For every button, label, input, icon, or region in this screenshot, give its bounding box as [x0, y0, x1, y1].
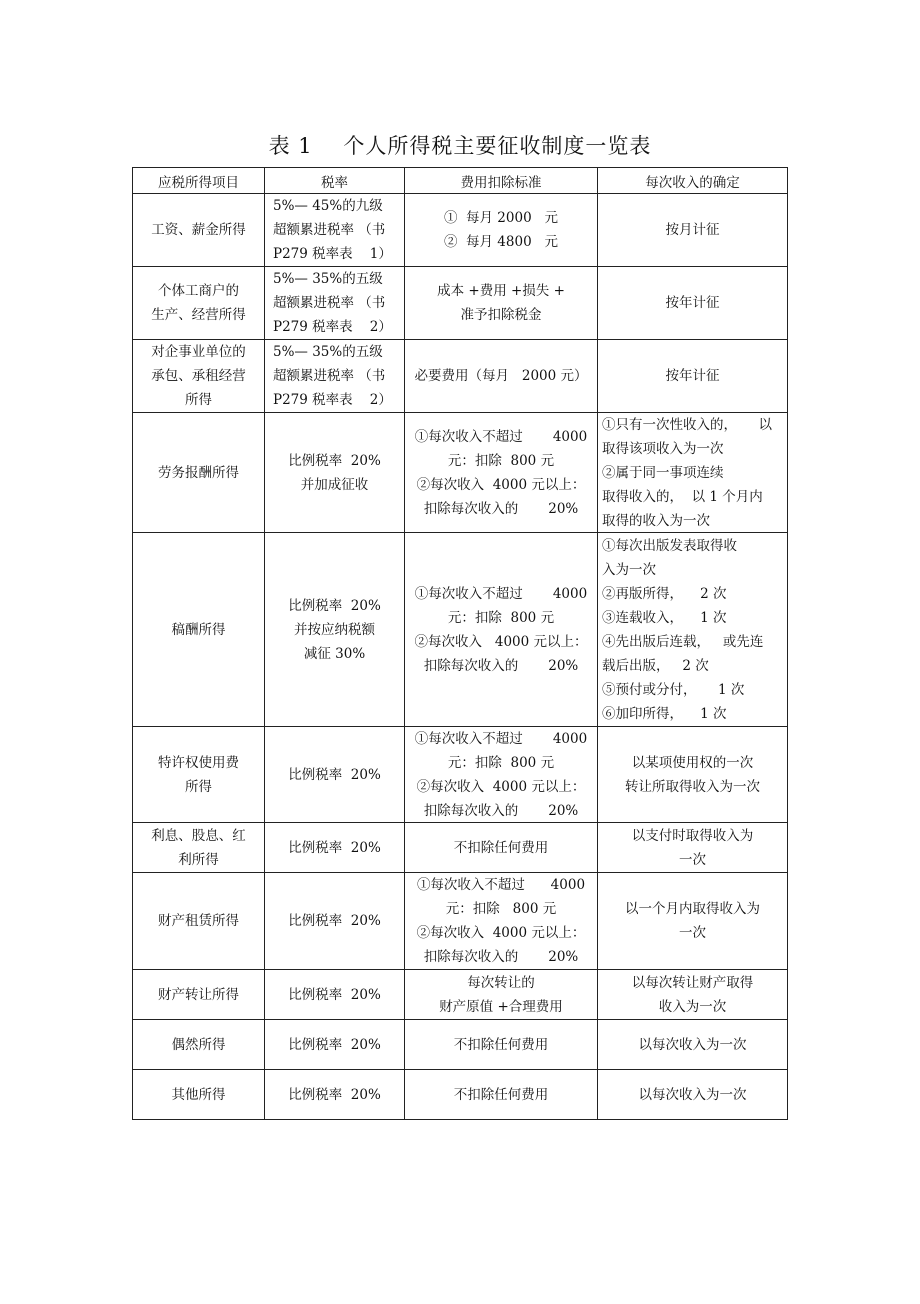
- cell-item: [133, 873, 265, 970]
- cell-deduction: [405, 533, 598, 727]
- cell-line: 按年计征: [665, 368, 720, 384]
- cell-line: 减征 30%: [303, 645, 366, 662]
- cell-income: [598, 873, 788, 970]
- cell-item: [133, 727, 265, 823]
- cell-line: 并加成征收: [300, 476, 369, 493]
- header-rate: 税率: [265, 168, 405, 194]
- cell-income: [598, 1070, 788, 1120]
- cell-line: 工资、薪金所得: [151, 222, 246, 238]
- cell-line: ① 每月 2000 元: [443, 210, 559, 226]
- cell-line: 扣除每次收入的 20%: [423, 949, 579, 965]
- table-row: [133, 533, 788, 727]
- cell-line: 元：扣除 800 元: [447, 609, 555, 626]
- cell-rate: [265, 727, 405, 823]
- cell-income: [598, 340, 788, 413]
- table-row: [133, 340, 788, 413]
- table-row: [133, 267, 788, 340]
- header-item: 应税所得项目: [133, 168, 265, 194]
- cell-line: 超额累进税率 （书: [273, 295, 386, 311]
- cell-income: [598, 727, 788, 823]
- cell-line: 所得: [185, 392, 212, 408]
- cell-deduction: [405, 340, 598, 413]
- cell-line: 超额累进税率 （书: [273, 222, 386, 238]
- cell-line: 一次: [679, 925, 706, 941]
- cell-income: [598, 1020, 788, 1070]
- cell-line: ②每次收入 4000 元以上：: [414, 633, 588, 650]
- cell-line: P279 税率表 1）: [273, 246, 392, 262]
- cell-deduction: [405, 1020, 598, 1070]
- cell-item: [133, 194, 265, 267]
- cell-line: 以一个月内取得收入为: [625, 901, 760, 917]
- cell-rate: [265, 823, 405, 873]
- cell-line: 按月计征: [665, 222, 720, 238]
- cell-line: ②每次收入 4000 元以上：: [416, 476, 586, 493]
- cell-line: 特许权使用费: [158, 754, 239, 771]
- cell-line: 利所得: [178, 851, 219, 868]
- cell-item: [133, 413, 265, 533]
- cell-line: ①每次出版发表取得收: [602, 537, 737, 554]
- cell-income: [598, 413, 788, 533]
- cell-rate: [265, 533, 405, 727]
- table-row: [133, 970, 788, 1020]
- cell-line: 超额累进税率 （书: [273, 368, 386, 384]
- cell-deduction: [405, 413, 598, 533]
- tax-table: [132, 167, 788, 1120]
- cell-income: [598, 533, 788, 727]
- cell-deduction: [405, 727, 598, 823]
- cell-line: 承包、承租经营: [151, 368, 246, 384]
- cell-line: ② 每月 4800 元: [443, 234, 559, 250]
- cell-line: 比例税率 20%: [288, 913, 381, 929]
- cell-line: 财产租赁所得: [158, 913, 239, 929]
- cell-line: 不扣除任何费用: [453, 1086, 549, 1103]
- cell-item: [133, 267, 265, 340]
- cell-line: 比例税率 20%: [288, 452, 381, 469]
- cell-line: 5%— 35%的五级: [273, 344, 383, 360]
- cell-line: 生产、经营所得: [151, 307, 246, 323]
- table-row: [133, 194, 788, 267]
- cell-line: 比例税率 20%: [288, 1086, 381, 1103]
- cell-deduction: [405, 823, 598, 873]
- cell-line: 财产转让所得: [158, 986, 239, 1003]
- cell-line: 利息、股息、红: [151, 827, 246, 844]
- cell-line: 财产原值 +合理费用: [439, 998, 563, 1015]
- cell-income: [598, 194, 788, 267]
- cell-line: 成本 +费用 +损失 +: [437, 283, 565, 299]
- cell-line: 取得收入的， 以 1 个月内: [602, 488, 763, 505]
- cell-rate: [265, 970, 405, 1020]
- cell-line: 以每次收入为一次: [638, 1086, 747, 1103]
- cell-line: 劳务报酬所得: [158, 464, 239, 481]
- cell-income: [598, 823, 788, 873]
- cell-line: P279 税率表 2）: [273, 319, 392, 335]
- table-row: [133, 413, 788, 533]
- cell-deduction: [405, 194, 598, 267]
- cell-line: 以某项使用权的一次: [631, 754, 754, 771]
- table-row: [133, 873, 788, 970]
- cell-line: 元：扣除 800 元: [445, 901, 557, 917]
- cell-line: 扣除每次收入的 20%: [423, 657, 579, 674]
- cell-line: 必要费用（每月 2000 元）: [414, 368, 588, 384]
- cell-rate: [265, 873, 405, 970]
- cell-deduction: [405, 1070, 598, 1120]
- cell-line: 比例税率 20%: [288, 839, 381, 856]
- cell-line: 稿酬所得: [171, 621, 226, 638]
- cell-line: ④先出版后连载， 或先连: [602, 633, 764, 650]
- table-header-row: [133, 168, 788, 194]
- cell-line: 入为一次: [602, 561, 656, 578]
- cell-line: 取得的收入为一次: [602, 512, 710, 529]
- cell-rate: [265, 194, 405, 267]
- cell-deduction: [405, 873, 598, 970]
- cell-line: ①只有一次性收入的， 以: [602, 416, 772, 433]
- cell-line: 比例税率 20%: [288, 766, 381, 783]
- cell-line: 扣除每次收入的 20%: [423, 802, 579, 819]
- cell-line: 不扣除任何费用: [453, 839, 549, 856]
- cell-line: ⑥加印所得， 1 次: [602, 705, 727, 722]
- cell-line: 5%— 45%的九级: [273, 198, 383, 214]
- cell-line: 元：扣除 800 元: [447, 754, 555, 771]
- header-deduction: 费用扣除标准: [405, 168, 598, 194]
- cell-line: 以支付时取得收入为: [631, 827, 754, 844]
- cell-item: [133, 970, 265, 1020]
- cell-deduction: [405, 267, 598, 340]
- cell-line: 每次转让的: [467, 974, 535, 991]
- cell-deduction: [405, 970, 598, 1020]
- table-row: [133, 1070, 788, 1120]
- cell-line: ③连载收入， 1 次: [602, 609, 727, 626]
- cell-line: 载后出版， 2 次: [602, 657, 709, 674]
- cell-item: [133, 1020, 265, 1070]
- cell-line: 以每次转让财产取得: [631, 974, 754, 991]
- cell-line: ②再版所得， 2 次: [602, 585, 727, 602]
- cell-line: 并按应纳税额: [294, 621, 375, 638]
- cell-line: 按年计征: [665, 295, 720, 311]
- page-title: 表 1 个人所得税主要征收制度一览表: [268, 134, 652, 158]
- cell-line: 以每次收入为一次: [638, 1036, 747, 1053]
- cell-line: ⑤预付或分付， 1 次: [602, 681, 745, 698]
- table-row: [133, 727, 788, 823]
- table-row: [133, 823, 788, 873]
- cell-line: 收入为一次: [658, 998, 727, 1015]
- cell-item: [133, 340, 265, 413]
- cell-item: [133, 1070, 265, 1120]
- cell-line: 对企事业单位的: [151, 344, 246, 360]
- cell-line: ②每次收入 4000 元以上：: [416, 778, 586, 795]
- cell-rate: [265, 413, 405, 533]
- cell-line: 比例税率 20%: [288, 986, 381, 1003]
- cell-item: [133, 533, 265, 727]
- header-income: 每次收入的确定: [598, 168, 788, 194]
- cell-line: ①每次收入不超过 4000: [414, 585, 588, 602]
- cell-line: 个体工商户的: [158, 283, 239, 299]
- cell-line: ①每次收入不超过 4000: [414, 730, 588, 747]
- cell-rate: [265, 340, 405, 413]
- cell-line: 准予扣除税金: [460, 307, 542, 323]
- cell-line: 比例税率 20%: [288, 1036, 381, 1053]
- cell-line: 不扣除任何费用: [453, 1036, 549, 1053]
- cell-line: 取得该项收入为一次: [602, 440, 724, 457]
- cell-item: [133, 823, 265, 873]
- table-row: [133, 1020, 788, 1070]
- cell-line: ②属于同一事项连续: [602, 464, 724, 481]
- cell-line: 元：扣除 800 元: [447, 452, 555, 469]
- cell-line: 转让所取得收入为一次: [625, 778, 760, 795]
- cell-income: [598, 267, 788, 340]
- cell-line: 扣除每次收入的 20%: [423, 500, 579, 517]
- cell-line: 比例税率 20%: [288, 597, 381, 614]
- cell-income: [598, 970, 788, 1020]
- cell-line: ②每次收入 4000 元以上：: [416, 925, 586, 941]
- cell-line: 偶然所得: [171, 1036, 226, 1053]
- cell-line: 其他所得: [171, 1086, 226, 1103]
- cell-line: 一次: [679, 851, 706, 868]
- cell-line: P279 税率表 2）: [273, 392, 392, 408]
- cell-rate: [265, 1070, 405, 1120]
- cell-rate: [265, 267, 405, 340]
- cell-line: ①每次收入不超过 4000: [414, 428, 588, 445]
- cell-line: ①每次收入不超过 4000: [416, 877, 586, 893]
- cell-rate: [265, 1020, 405, 1070]
- cell-line: 5%— 35%的五级: [273, 271, 383, 287]
- cell-line: 所得: [185, 778, 212, 795]
